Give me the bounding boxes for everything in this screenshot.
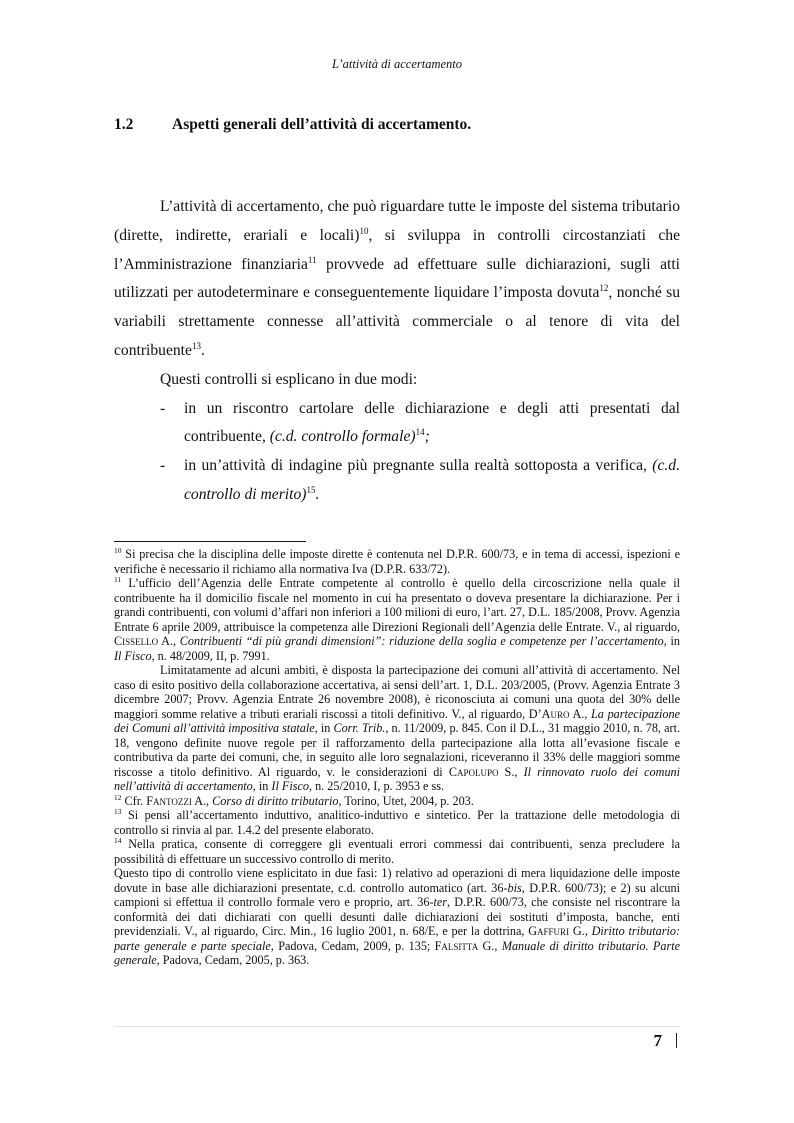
footnote-11-continued (114, 663, 680, 794)
text-run: Questo tipo di controllo viene esplicitato in due fasi: 1) relativo ad operazioni di mera liquidazione delle imposte dovute in base alle dichiarazioni presentate, c.d. controllo automatico (art. 36- (114, 866, 680, 895)
author-name: Capolupo S. (448, 764, 515, 779)
author-name: Cissello A. (114, 634, 173, 648)
italic-text: (c.d. controllo formale) (269, 428, 416, 446)
footnote-14-continued (114, 866, 680, 968)
text-run: Limitatamente ad alcuni ambiti, è disposta la partecipazione dei comuni all’attività di accertamento. Nel caso di esito positivo della collaborazione accertativa, ai sensi dell’art. 1, D.L. 203/2005, (Provv. Agenzia Entrate 3 dicembre 2007; Provv. Agenzia Entrate 26 novembre 2008), è riconosciuta ai comuni una quota del 30% delle maggiori somme relative a tributi erariali riscossi a titoli definitivo. V., al riguardo, D’ (114, 663, 680, 721)
footnote-ref: 10 (359, 225, 369, 236)
author-name: Falsitta G. (434, 938, 495, 953)
footnote-number: 14 (114, 835, 122, 845)
page-number: 7 (653, 1031, 662, 1050)
text-run: , (206, 793, 213, 808)
paragraph-2: Questi controlli si esplicano in due modi: (160, 370, 418, 388)
text-run: Nella pratica, consente di correggere gli eventuali errori commessi dai contribuenti, senza precludere la possibilità di effettuare un successivo controllo di merito. (114, 837, 680, 866)
work-title: Manuale di diritto tributario. Parte generale (114, 938, 680, 967)
footnote-ref: 13 (191, 340, 201, 351)
footnote-14 (114, 837, 680, 866)
list-item (114, 452, 680, 510)
footnote-ref: 14 (415, 427, 425, 438)
footnote-number: 12 (114, 792, 122, 802)
text-run: , nonché su variabili strettamente connesse all’attività commerciale o al tenore di vita del contribuente (114, 284, 681, 359)
text-run: , si sviluppa in controlli circostanziati che l’Amministrazione finanziaria (114, 226, 680, 273)
footnote-13 (114, 808, 680, 837)
footnote-10 (114, 547, 680, 576)
author-name: Fantozzi A. (146, 793, 207, 808)
footnotes (114, 547, 680, 968)
footnote-number: 11 (114, 574, 122, 584)
text-run: n. 25/2010, I, p. 3953 e ss. (312, 779, 445, 793)
italic-text: ter (433, 895, 448, 909)
work-title: Il rinnovato ruolo dei comuni nell’attività di accertamento, (114, 764, 681, 793)
text-run: in (666, 634, 680, 648)
footnote-12 (114, 794, 680, 809)
running-header: L’attività di accertamento (331, 57, 463, 71)
text-run: ; (424, 428, 430, 446)
italic-text: bis, (507, 880, 525, 895)
section-title: Aspetti generali dell’attività di accertamento. (172, 116, 472, 133)
text-run: Padova, Cedam, 2009, p. 135; (273, 938, 435, 953)
text-run: in un’attività di indagine più pregnante sulla realtà sottoposta a verifica, (184, 457, 653, 475)
footer-rule (114, 1026, 680, 1027)
journal-title: Corr. Trib., (333, 721, 389, 735)
text-run: L’ufficio dell’Agenzia delle Entrate competente al controllo è quello della circoscrizione nella quale il contribuente ha il domicilio fiscale nel momento in cui ha presentato o doveva presentare la dichiarazione. Per i grandi contribuenti, con volumi d’affari non inferiori a 100 milioni di euro, l’art. 27, D.L. 185/2008, Provv. Agenzia Entrate 6 aprile 2009, attribuisce la competenza alle Direzioni Regionali dell’Agenzia delle Entrate. V., al riguardo, (114, 576, 680, 634)
footnote-number: 10 (114, 545, 122, 555)
author-name: Gaffuri G. (528, 924, 585, 938)
text-run: , (173, 634, 180, 648)
work-title: Corso di diritto tributario (212, 793, 339, 808)
text-run: n. 48/2009, II, p. 7991. (154, 648, 270, 663)
text-run: Cfr. (121, 793, 147, 808)
text-run: provvede ad effettuare sulle dichiarazioni, sugli atti utilizzati per autodeterminare e conseguentemente liquidare l’imposta dovuta (114, 255, 680, 302)
text-run: , (514, 764, 524, 779)
text-run: . (200, 341, 205, 359)
author-name: Auro A. (541, 706, 585, 721)
text-run: , (494, 938, 502, 953)
list-item (114, 395, 680, 453)
bullet-list (114, 395, 680, 510)
text-run: in (255, 779, 272, 793)
body-text (114, 193, 680, 510)
text-run: , Torino, Utet, 2004, p. 203. (338, 793, 474, 808)
text-run: in un riscontro cartolare delle dichiarazione e degli atti presentati dal contribuente, (184, 399, 680, 446)
paragraph-1 (114, 193, 680, 366)
page-number-bar (676, 1033, 677, 1048)
bullet-dash: - (160, 399, 166, 417)
footnote-number: 13 (114, 806, 122, 816)
text-run: n. 11/2009, p. 845. Con il D.L., 31 maggio 2010, n. 78, art. 18, vengono definite nuove regole per il rafforzamento della partecipazione alla lotta all’evasione fiscale e contributiva da parte dei comuni, che, in seguito alle loro segnalazioni, riceveranno il 33% delle maggiori somme riscosse a titolo definitivo. Al riguardo, v. le considerazioni di (114, 721, 680, 779)
text-run: Si pensi all’accertamento induttivo, analitico-induttivo e sintetico. Per la trattazione delle metodologia di controllo si rinvia al par. 1.4.2 del presente elaborato. (114, 808, 680, 837)
text-run: , Padova, Cedam, 2005, p. 363. (156, 953, 310, 967)
text-run: Si precisa che la disciplina delle imposte dirette è contenuta nel D.P.R. 600/73, e in tema di accessi, ispezioni e verifiche è necessario il richiamo alla normativa Iva (D.P.R. 633/72). (114, 547, 680, 576)
text-run: . (315, 485, 320, 503)
work-title: La partecipazione dei Comuni all’attività impositiva statale, (114, 706, 681, 735)
work-title: Diritto tributario: parte generale e parte speciale, (114, 924, 681, 953)
text-run: in (317, 721, 334, 735)
footnote-ref: 12 (599, 283, 609, 294)
text-run: , (584, 706, 592, 721)
text-run: , (584, 924, 592, 938)
footnote-11 (114, 576, 680, 663)
text-run: D.P.R. 600/73); e 2) su alcuni campioni si effettua il controllo formale vero e proprio, art. 36- (114, 880, 680, 909)
text-run: L’attività di accertamento, che può riguardare tutte le imposte del sistema tributario (dirette, indirette, erariali e locali) (114, 198, 680, 244)
footnote-ref: 15 (306, 484, 316, 495)
footnote-separator (114, 541, 306, 542)
bullet-dash: - (160, 457, 166, 475)
footnote-ref: 11 (307, 254, 317, 265)
italic-text: (c.d. controllo di merito) (184, 457, 680, 503)
work-title: Contribuenti “di più grandi dimensioni”: riduzione della soglia e competenze per l’accertamento, (179, 634, 667, 648)
section-number: 1.2 (114, 116, 134, 133)
journal-title: Il Fisco, (114, 648, 155, 663)
text-run: , D.P.R. 600/73, che consiste nel riscontrare la conformità dei dati dichiarati con quelli desunti dalle dichiarazioni dei sostituti d’imposta, banche, enti previdenziali. V., al riguardo, Circ. Min., 16 luglio 2001, n. 68/E, e per la dottrina, (114, 895, 680, 938)
journal-title: Il Fisco, (271, 779, 313, 793)
section-heading (114, 116, 471, 134)
